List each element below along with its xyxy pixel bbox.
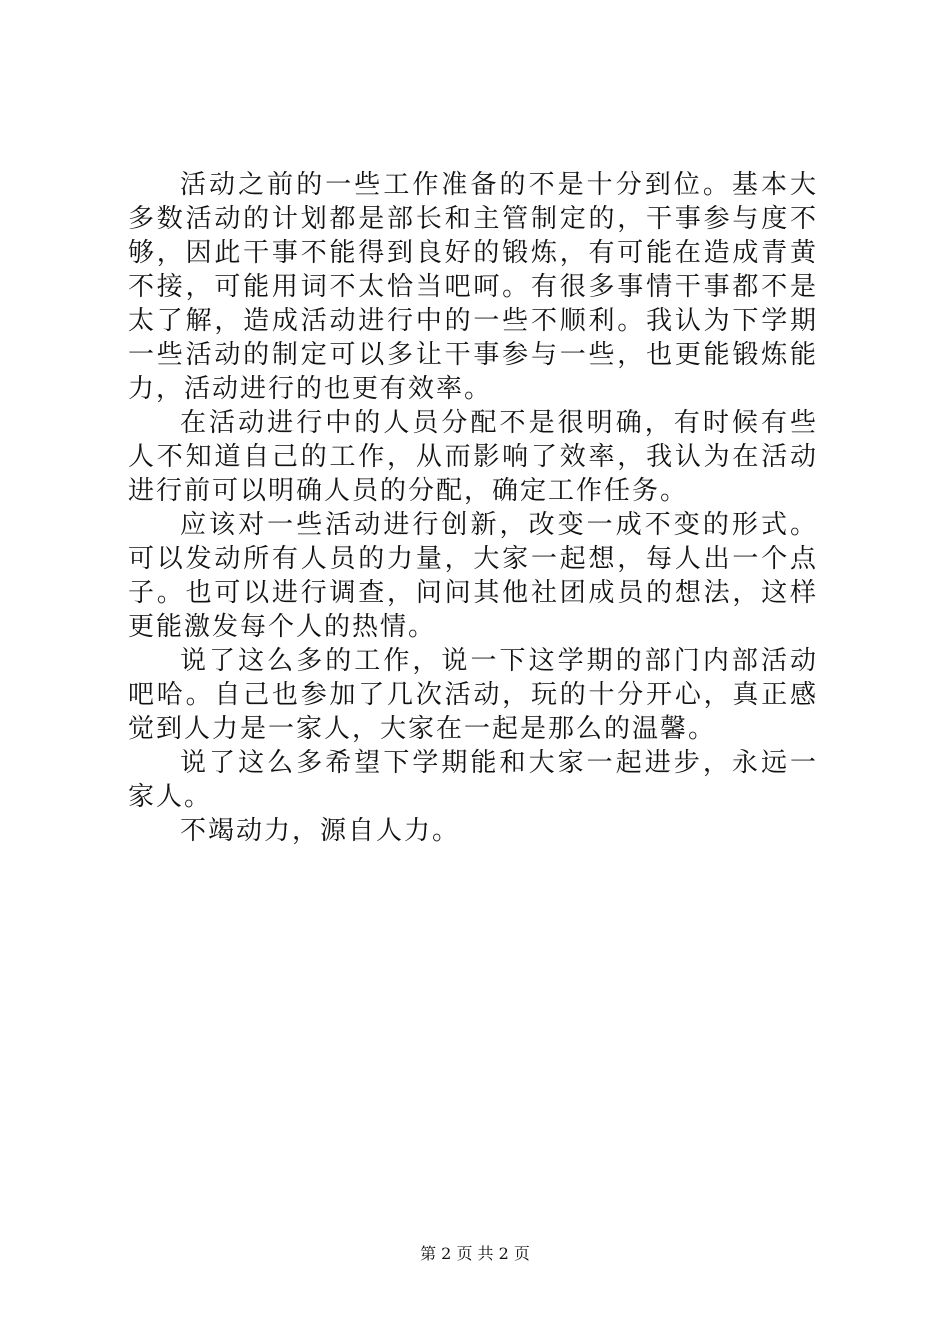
document-body (128, 168, 818, 848)
paragraph: 活动之前的一些工作准备的不是十分到位。基本大多数活动的计划都是部长和主管制定的，干事参与度不够，因此干事不能得到良好的锻炼，有可能在造成青黄不接，可能用词不太恰当吧呵。有很多事情干事都不是太了解，造成活动进行中的一些不顺利。我认为下学期一些活动的制定可以多让干事参与一些，也更能锻炼能力，活动进行的也更有效率。 (128, 170, 818, 404)
paragraph: 说了这么多希望下学期能和大家一起进步，永远一家人。 (128, 748, 818, 812)
paragraph: 在活动进行中的人员分配不是很明确，有时候有些人不知道自己的工作，从而影响了效率，我认为在活动进行前可以明确人员的分配，确定工作任务。 (128, 408, 818, 506)
paragraph: 不竭动力，源自人力。 (180, 816, 461, 846)
page-footer: 第 2 页 共 2 页 (420, 1244, 530, 1263)
paragraph: 应该对一些活动进行创新，改变一成不变的形式。可以发动所有人员的力量，大家一起想，每人出一个点子。也可以进行调查，问问其他社团成员的想法，这样更能激发每个人的热情。 (128, 510, 818, 642)
paragraph: 说了这么多的工作，说一下这学期的部门内部活动吧哈。自己也参加了几次活动，玩的十分开心，真正感觉到人力是一家人，大家在一起是那么的温馨。 (128, 646, 818, 744)
